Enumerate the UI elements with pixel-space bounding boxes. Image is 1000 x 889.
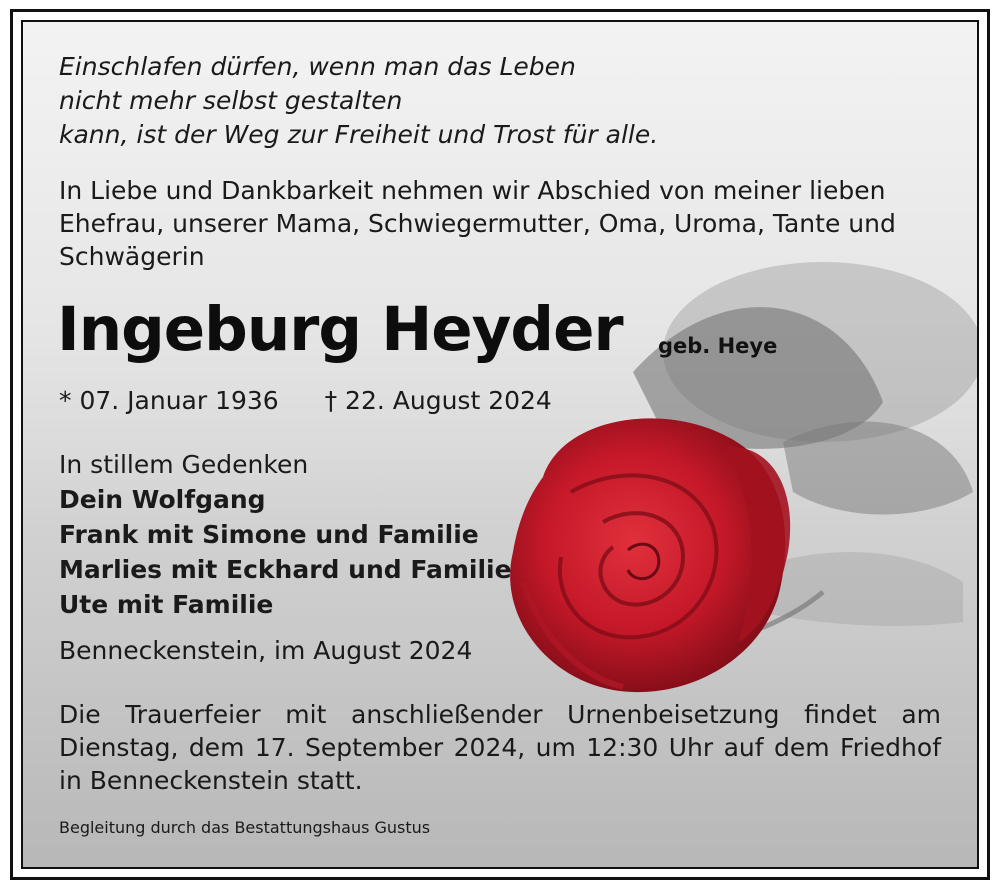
memorial-heading: In stillem Gedenken — [59, 450, 309, 479]
death-date: † 22. August 2024 — [324, 386, 552, 415]
maiden-name: geb. Heye — [658, 334, 778, 358]
life-dates — [59, 386, 552, 415]
birth-date: * 07. Januar 1936 — [59, 386, 279, 415]
memorial-section — [59, 447, 512, 622]
obituary-card — [21, 20, 979, 869]
poem-verse — [59, 50, 658, 152]
deceased-name: Ingeburg Heyder — [57, 294, 623, 365]
place-and-date: Benneckenstein, im August 2024 — [59, 636, 473, 665]
poem-line: nicht mehr selbst gestalten — [59, 86, 403, 115]
poem-line: kann, ist der Weg zur Freiheit und Trost für alle. — [59, 120, 659, 149]
poem-line: Einschlafen dürfen, wenn man das Leben — [59, 52, 576, 81]
mourner-name: Marlies mit Eckhard und Familie — [59, 555, 512, 584]
mourner-name: Frank mit Simone und Familie — [59, 520, 479, 549]
funeral-details: Die Trauerfeier mit anschließender Urnenbeisetzung findet am Dienstag, dem 17. September 2024, um 12:30 Uhr auf dem Friedhof in Benneckenstein statt. — [59, 700, 941, 795]
undertaker-credit: Begleitung durch das Bestattungshaus Gustus — [59, 818, 431, 837]
mourner-name: Dein Wolfgang — [59, 485, 266, 514]
intro-text: In Liebe und Dankbarkeit nehmen wir Abschied von meiner lieben Ehefrau, unserer Mama, Schwiegermutter, Oma, Uroma, Tante und Schwägerin — [59, 176, 896, 271]
mourner-name: Ute mit Familie — [59, 590, 274, 619]
